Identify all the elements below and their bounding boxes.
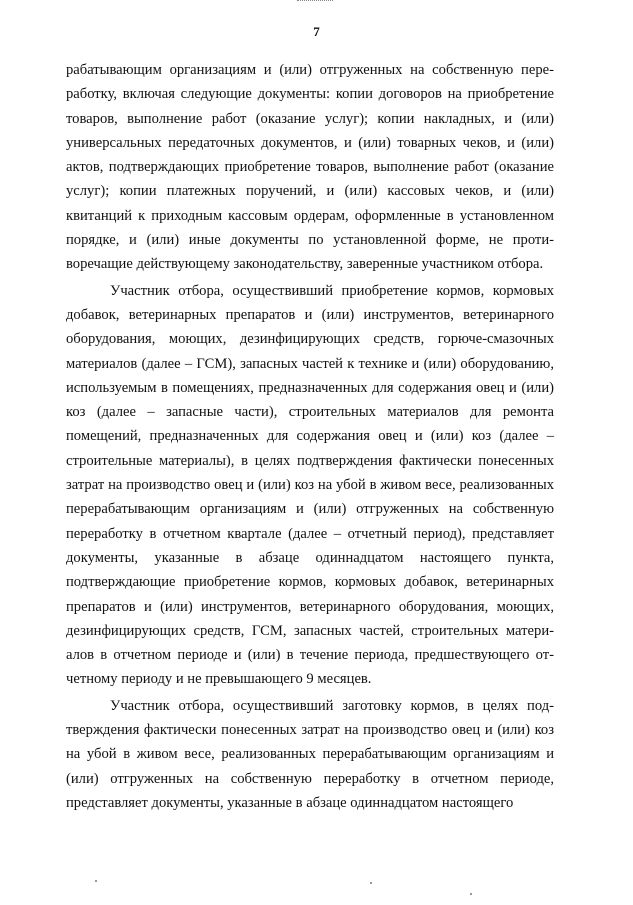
scan-speck	[470, 893, 472, 895]
paragraph-feed-procurement: Участник отбора, осуществивший заготовку кормов, в целях подтверждения фактически понесенных затрат на производство овец и (или) коз на убой в живом весе, реализованных перерабатывающим организациям и (или) отгруженных на собственную переработку в отчетном периоде, представляет документы, указанные в абзаце одиннадцатом настоящего	[66, 697, 554, 811]
paragraph-continuation: рабатывающим организациям и (или) отгруженных на собственную переработку, включая следующие документы: копии договоров на приобретение товаров, выполнение работ (оказание услуг); копии накладных, и (или) универсальных передаточных документов, и (или) товарных чеков, и (или) актов, подтверждающих приобретение товаров, выполнение работ (оказание услуг); копии платежных поручений, и (или) кассовых чеков, и (или) квитанций к приходным кассовым ордерам, оформленные в установленном порядке, и (или) иные документы по установленной форме, не противоречащие действующему законодательству, заверенные участником отбора.	[66, 62, 554, 273]
document-body	[66, 58, 554, 815]
scan-speck	[95, 880, 97, 882]
paragraph-supplies-purchase: Участник отбора, осуществивший приобретение кормов, кормовых добавок, ветеринарных препаратов и (или) инструментов, ветеринарного оборудования, моющих, дезинфицирующих средств, горюче-смазочных материалов (далее – ГСМ), запасных частей к технике и (или) оборудованию, используемым в помещениях, предназначенных для содержания овец и (или) коз (далее – запасные части), строительных материалов для ремонта помещений, предназначенных для содержания овец и (или) коз (далее – строительные материалы), в целях подтверждения фактически понесенных затрат на производство овец и (или) коз на убой в живом весе, реализованных перерабатывающим организациям и (или) отгруженных на собственную переработку в отчетном квартале (далее – отчетный период), представляет документы, указанные в абзаце одиннадцатом настоящего пункта, подтверждающие приобретение кормов, кормовых добавок, ветеринарных препаратов и (или) инструментов, ветеринарного оборудования, моющих, дезинфицирующих средств, ГСМ, запасных частей, строительных материалов в отчетном периоде и (или) в течение периода, предшествующего отчетному периоду и не превышающего 9 месяцев.	[66, 282, 554, 688]
page-number: 7	[313, 24, 320, 39]
scan-speck	[370, 882, 372, 884]
scan-artifact	[297, 0, 333, 5]
